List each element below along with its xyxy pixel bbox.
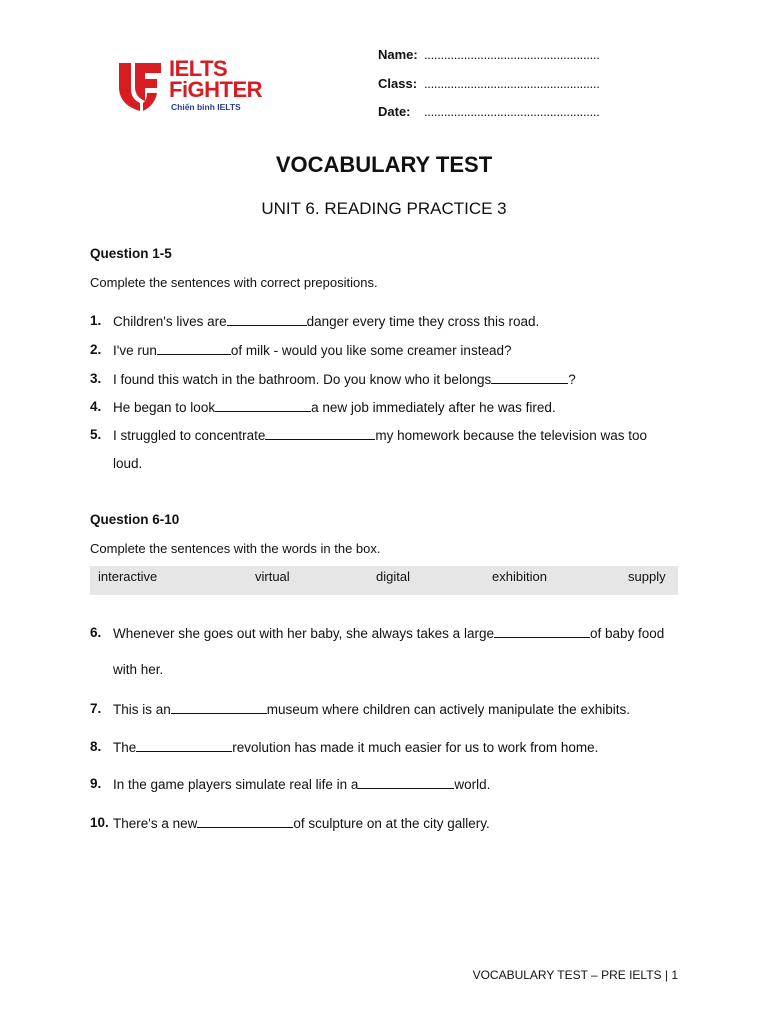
question-text: ? [568,372,576,387]
question-text: danger every time they cross this road. [306,314,540,329]
answer-blank[interactable] [491,371,568,384]
question-number: 1. [90,313,102,328]
question-text: my homework because the television was too [375,428,647,443]
question-text: revolution has made it much easier for us to work from home. [232,740,599,755]
question-number: 9. [90,776,102,791]
name-label: Name: [378,47,418,62]
question-text: He began to look [113,400,216,415]
question-text: Children's lives are [113,314,227,329]
date-label: Date: [378,104,411,119]
question-text: I've run [113,343,157,358]
answer-blank[interactable] [171,701,267,714]
name-field[interactable] [378,47,600,62]
word-box-item: exhibition [492,569,547,584]
answer-blank[interactable] [227,313,307,326]
answer-blank[interactable] [197,815,293,828]
section2-heading: Question 6-10 [90,512,180,527]
question-number: 8. [90,739,102,754]
class-dots: ..................................................... [424,76,600,91]
question-text: This is an [113,702,171,717]
page-subtitle: UNIT 6. READING PRACTICE 3 [261,199,507,218]
question-text: museum where children can actively manipulate the exhibits. [266,702,630,717]
question-text: In the game players simulate real life in a [113,777,359,792]
question-text-continued: loud. [113,456,143,471]
question-text: of sculpture on at the city gallery. [293,816,490,831]
answer-blank[interactable] [358,776,454,789]
logo-word-ielts: IELTS [169,56,228,81]
question-text: world. [454,777,491,792]
question-number: 6. [90,625,102,640]
ielts-fighter-logo-icon [117,59,163,111]
section1-heading: Question 1-5 [90,246,172,261]
answer-blank[interactable] [215,399,311,412]
name-dots: ..................................................... [424,47,600,62]
word-box [90,566,678,595]
page-footer: VOCABULARY TEST – PRE IELTS | 1 [472,968,678,982]
question-text: I found this watch in the bathroom. Do you know who it belongs [113,372,492,387]
word-box-item: supply [628,569,666,584]
answer-blank[interactable] [136,739,232,752]
date-dots: ..................................................... [424,104,600,119]
class-field[interactable] [378,76,600,91]
question-number: 3. [90,371,102,386]
question-text: of baby food [589,626,665,641]
question-text: There's a new [113,816,198,831]
question-number: 5. [90,427,102,442]
answer-blank[interactable] [494,625,590,638]
question-text: I struggled to concentrate [113,428,266,443]
logo-word-fighter: FiGHTER [169,77,263,102]
question-number: 2. [90,342,102,357]
word-box-item: interactive [98,569,158,584]
class-label: Class: [378,76,418,91]
logo-tagline: Chiến binh IELTS [171,102,241,112]
answer-blank[interactable] [157,342,231,355]
date-field[interactable] [378,104,600,119]
word-box-item: virtual [255,569,290,584]
question-text: a new job immediately after he was fired. [311,400,556,415]
question-text: The [113,740,137,755]
word-box-item: digital [376,569,410,584]
question-text-continued: with her. [113,662,164,677]
question-number: 4. [90,399,102,414]
question-text: Whenever she goes out with her baby, she always takes a large [113,626,494,641]
section2-instruction: Complete the sentences with the words in the box. [90,541,381,556]
page-title: VOCABULARY TEST [275,152,493,177]
question-number: 7. [90,701,102,716]
question-number: 10. [90,815,109,830]
ielts-fighter-logo [117,58,277,116]
section1-instruction: Complete the sentences with correct prepositions. [90,275,378,290]
question-text: of milk - would you like some creamer instead? [230,343,512,358]
answer-blank[interactable] [265,427,375,440]
